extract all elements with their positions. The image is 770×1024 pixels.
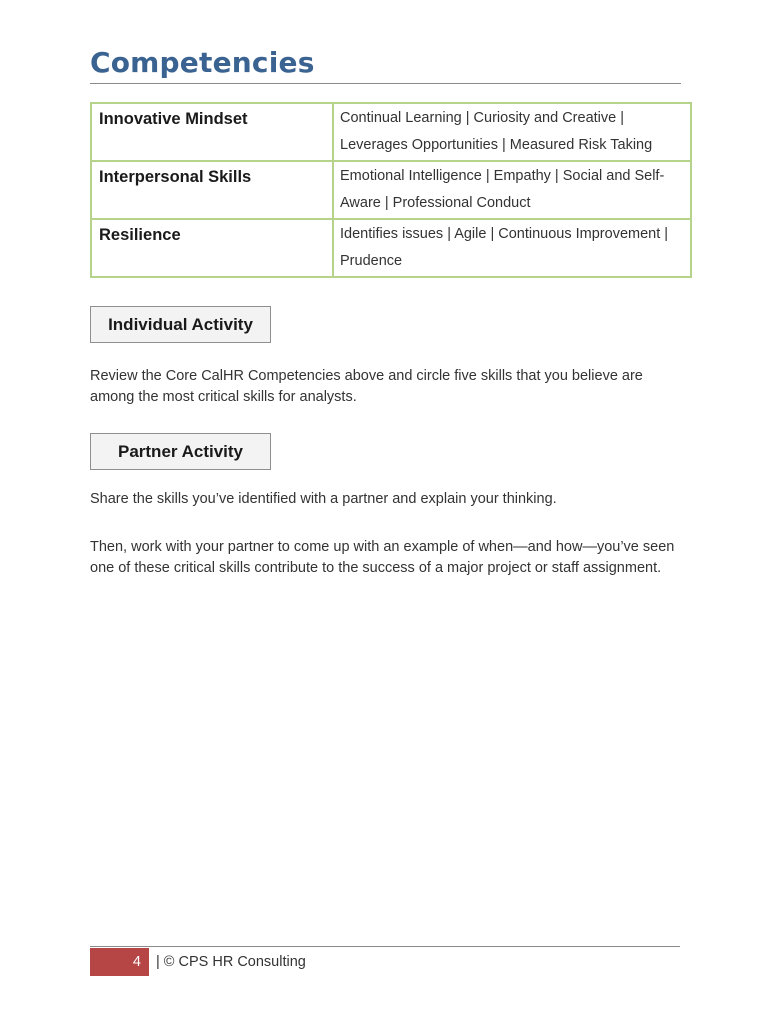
page-title: Competencies: [90, 46, 315, 79]
partner-activity-heading: Partner Activity: [90, 433, 271, 470]
competency-name: Interpersonal Skills: [91, 161, 333, 219]
page-number: 4: [90, 948, 149, 976]
competency-name: Resilience: [91, 219, 333, 277]
title-divider: [90, 83, 681, 84]
table-row: [91, 103, 691, 161]
competency-skills: Emotional Intelligence | Empathy | Social and Self-Aware | Professional Conduct: [333, 161, 691, 219]
table-row: [91, 219, 691, 277]
competency-skills: Identifies issues | Agile | Continuous Improvement | Prudence: [333, 219, 691, 277]
competency-name: Innovative Mindset: [91, 103, 333, 161]
individual-activity-heading: Individual Activity: [90, 306, 271, 343]
individual-activity-text: Review the Core CalHR Competencies above and circle five skills that you believe are among the most critical skills for analysts.: [90, 368, 643, 405]
partner-activity-text-1: Share the skills you’ve identified with a partner and explain your thinking.: [90, 491, 557, 507]
competencies-table: [90, 102, 692, 278]
competency-skills: Continual Learning | Curiosity and Creative | Leverages Opportunities | Measured Risk Taking: [333, 103, 691, 161]
footer-copyright: | © CPS HR Consulting: [156, 954, 306, 970]
partner-activity-text-2: Then, work with your partner to come up with an example of when—and how—you’ve seen one of these critical skills contribute to the success of a major project or staff assignment.: [90, 539, 675, 576]
table-row: [91, 161, 691, 219]
footer-divider: [90, 946, 680, 947]
